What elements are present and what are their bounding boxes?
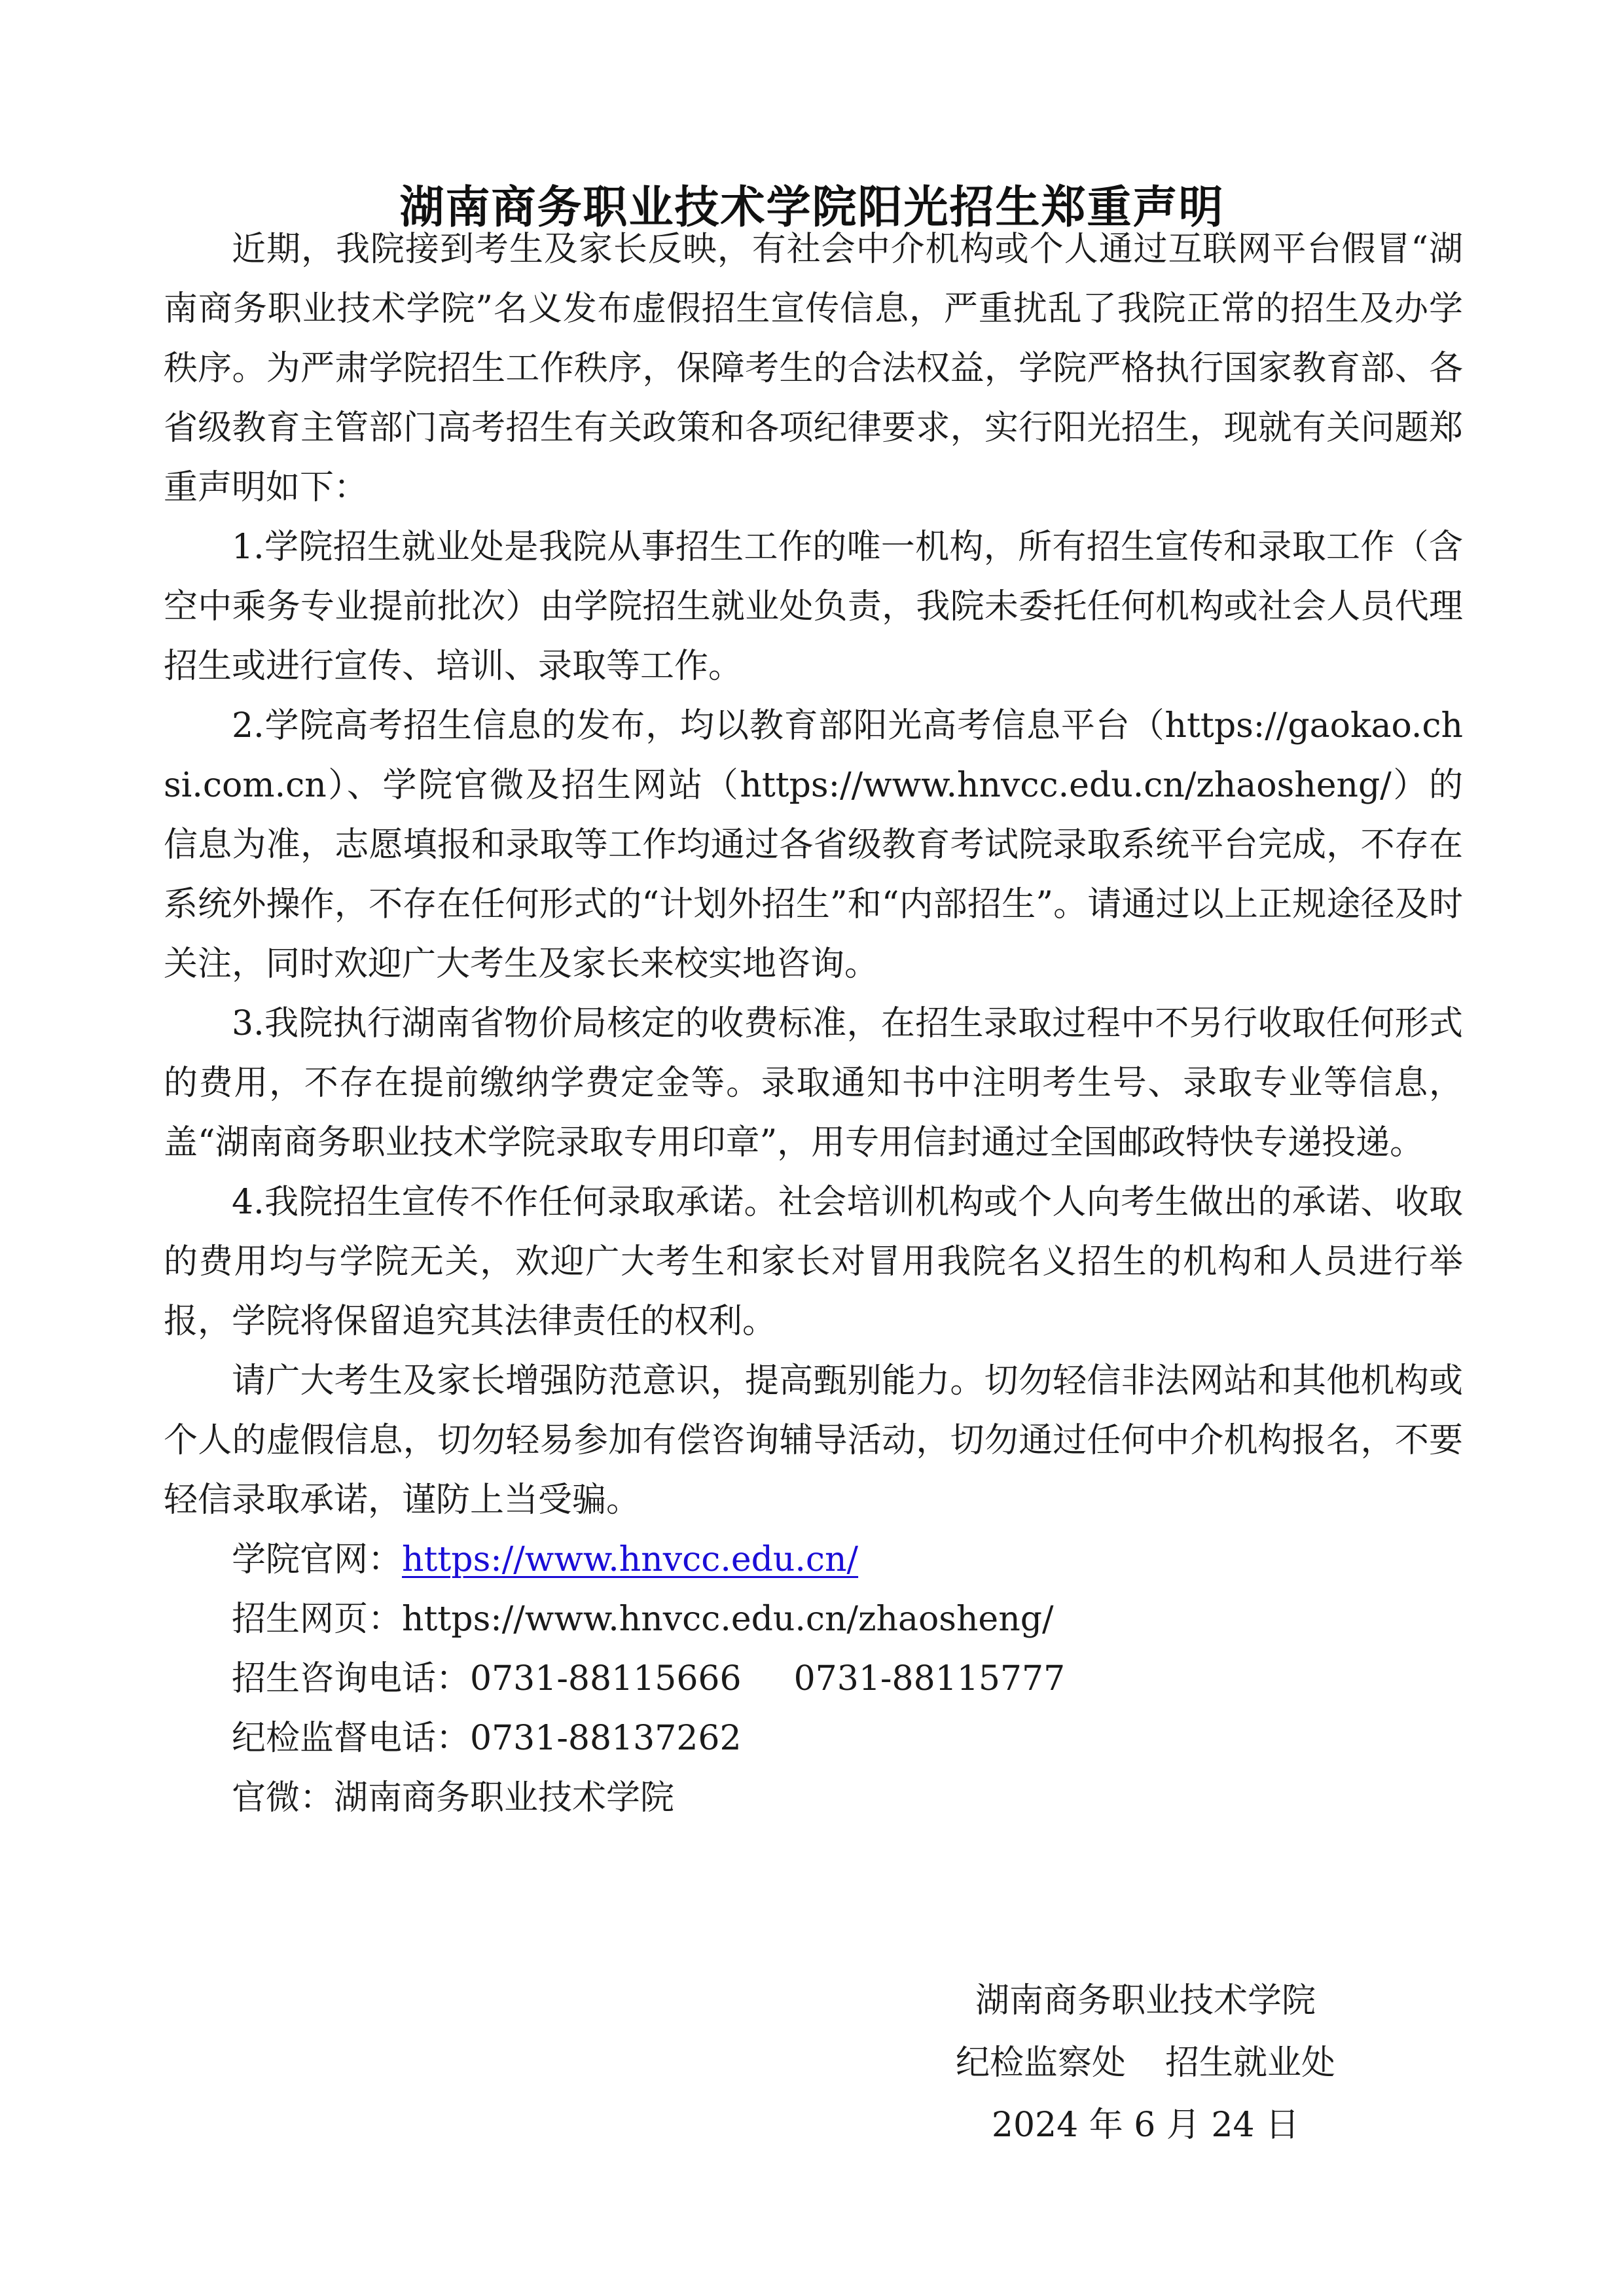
contact-supervision bbox=[164, 1709, 1463, 1768]
wechat-label: 官微： bbox=[232, 1778, 334, 1818]
statement-item-4: 4.我院招生宣传不作任何录取承诺。社会培训机构或个人向考生做出的承诺、收取的费用均与学院无关，欢迎广大考生和家长对冒用我院名义招生的机构和人员进行举报，学院将保留追究其法律责任的权利。 bbox=[164, 1183, 1463, 1341]
website-link[interactable]: https://www.hnvcc.edu.cn/ bbox=[402, 1540, 859, 1579]
admissions-label: 招生网页： bbox=[232, 1600, 403, 1639]
phone-label: 招生咨询电话： bbox=[232, 1659, 471, 1698]
statement-item-2: 2.学院高考招生信息的发布，均以教育部阳光高考信息平台（https://gaokao.chsi.com.cn）、学院官微及招生网站（https://www.hnvcc.edu.cn/zhaosheng/）的信息为准，志愿填报和录取等工作均通过各省级教育考试院录取系统平台完成，不存在系统外操作，不存在任何形式的“计划外招生”和“内部招生”。请通过以上正规途径及时关注，同时欢迎广大考生及家长来校实地咨询。 bbox=[164, 706, 1463, 984]
phone-number-2: 0731-88115777 bbox=[793, 1659, 1066, 1698]
page-title: 湖南商务职业技术学院阳光招生郑重声明 bbox=[399, 181, 1225, 234]
contact-website bbox=[164, 1530, 1463, 1590]
wechat-name: 湖南商务职业技术学院 bbox=[334, 1778, 675, 1818]
statement-item-3: 3.我院执行湖南省物价局核定的收费标准，在招生录取过程中不另行收取任何形式的费用，不存在提前缴纳学费定金等。录取通知书中注明考生号、录取专业等信息，盖“湖南商务职业技术学院录取专用印章”，用专用信封通过全国邮政特快专递投递。 bbox=[164, 1004, 1463, 1162]
signature-department-a: 纪检监察处 bbox=[955, 2043, 1126, 2083]
signature-date: 2024 年 6 月 24 日 bbox=[991, 2106, 1300, 2145]
supervision-phone: 0731-88137262 bbox=[470, 1719, 742, 1758]
signature-department-b: 招生就业处 bbox=[1165, 2043, 1336, 2083]
contact-phone bbox=[164, 1649, 1463, 1709]
document-body bbox=[164, 220, 1463, 1828]
admissions-url: https://www.hnvcc.edu.cn/zhaosheng/ bbox=[402, 1600, 1054, 1639]
contact-admissions-page bbox=[164, 1590, 1463, 1649]
signature-block bbox=[851, 1970, 1440, 2157]
statement-item-1: 1.学院招生就业处是我院从事招生工作的唯一机构，所有招生宣传和录取工作（含空中乘务专业提前批次）由学院招生就业处负责，我院未委托任何机构或社会人员代理招生或进行宣传、培训、录取等工作。 bbox=[164, 528, 1463, 686]
intro-paragraph: 近期，我院接到考生及家长反映，有社会中介机构或个人通过互联网平台假冒“湖南商务职业技术学院”名义发布虚假招生宣传信息，严重扰乱了我院正常的招生及办学秩序。为严肃学院招生工作秩序，保障考生的合法权益，学院严格执行国家教育部、各省级教育主管部门高考招生有关政策和各项纪律要求，实行阳光招生，现就有关问题郑重声明如下： bbox=[164, 230, 1463, 507]
contact-wechat bbox=[164, 1768, 1463, 1828]
supervision-label: 纪检监督电话： bbox=[232, 1719, 471, 1758]
signature-departments bbox=[851, 2032, 1440, 2094]
phone-number-1: 0731-88115666 bbox=[470, 1659, 742, 1698]
website-label: 学院官网： bbox=[232, 1540, 403, 1579]
signature-institution: 湖南商务职业技术学院 bbox=[975, 1981, 1316, 2020]
closing-paragraph: 请广大考生及家长增强防范意识，提高甄别能力。切勿轻信非法网站和其他机构或个人的虚假信息，切勿轻易参加有偿咨询辅导活动，切勿通过任何中介机构报名，不要轻信录取承诺，谨防上当受骗。 bbox=[164, 1361, 1463, 1520]
